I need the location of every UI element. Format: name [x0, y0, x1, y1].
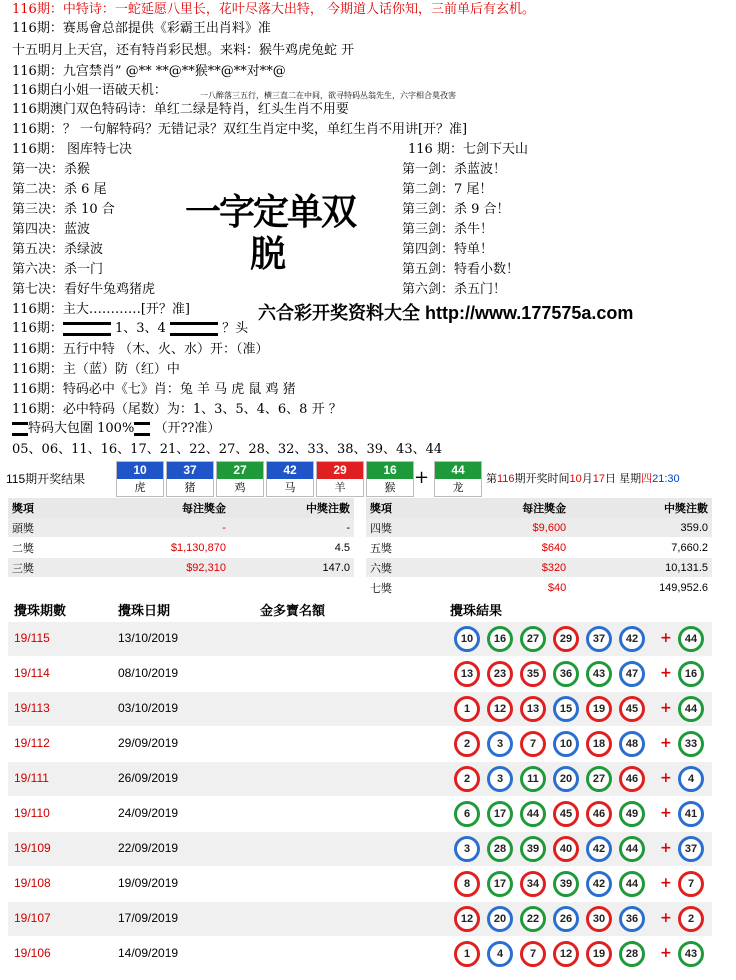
- draw-date: 22/09/2019: [118, 841, 179, 855]
- prize-amount: $9,600: [441, 518, 570, 538]
- plus-sign: +: [660, 805, 672, 821]
- prize-winners: -: [230, 518, 354, 538]
- draw-ball: 13: [454, 661, 480, 687]
- draw-ball: 6: [454, 801, 480, 827]
- draw-ball: 28: [487, 836, 513, 862]
- prize-name: 二獎: [8, 538, 80, 558]
- draw-ball: 23: [487, 661, 513, 687]
- draw-ball: 17: [487, 871, 513, 897]
- special-ball: 37: [678, 836, 704, 862]
- prize-winners: 7,660.2: [570, 538, 712, 558]
- draw-ball: 37: [586, 626, 612, 652]
- draw-ball: 1: [454, 696, 480, 722]
- draw-date: 26/09/2019: [118, 771, 179, 785]
- history-header-jackpot: 金多寶名額: [260, 603, 326, 618]
- forecast-line: 116期：主大…………[开？准]: [12, 302, 190, 317]
- draw-ball: 3: [487, 766, 513, 792]
- draw-ball: 30: [586, 906, 612, 932]
- result-zodiac: 鸡: [234, 481, 246, 494]
- result-ball-cell: [216, 461, 264, 497]
- next-draw-time: 21:30: [652, 473, 680, 485]
- special-ball: 41: [678, 801, 704, 827]
- month-unit: 月: [581, 473, 593, 485]
- result-number: 42: [267, 462, 313, 479]
- prize-header-cell: 每注獎金: [80, 498, 230, 518]
- prize-row: [366, 558, 712, 578]
- draw-period[interactable]: 19/108: [14, 876, 51, 890]
- draw-ball: 12: [487, 696, 513, 722]
- prize-name: 四獎: [366, 518, 441, 538]
- history-header-result: 攪珠結果: [450, 603, 503, 618]
- draw-ball: 10: [553, 731, 579, 757]
- draw-ball: 7: [520, 731, 546, 757]
- weekday-label: 日 星期: [605, 473, 642, 485]
- result-label: 115期开奖结果: [6, 472, 86, 486]
- sword-line: 第一剑：杀蓝波！: [402, 162, 507, 177]
- result-ball-cell: [316, 461, 364, 497]
- draw-ball: 12: [553, 941, 579, 967]
- calligraphy-subtitle: 脱: [250, 233, 285, 275]
- white-sister-verse: 一八醉落三五行，横三直二在中间，欲寻特码丛翁先生，六字相合莫孜害: [200, 91, 456, 100]
- forecast-line: 第六决：杀一门: [12, 262, 104, 277]
- head-forecast-line: [12, 319, 248, 338]
- history-row: [8, 762, 712, 796]
- plus-sign: +: [660, 735, 672, 751]
- draw-ball: 22: [520, 906, 546, 932]
- forecast-line: 116期白小姐一语破天机：: [12, 83, 167, 98]
- draw-ball: 1: [454, 941, 480, 967]
- history-row: [8, 657, 712, 691]
- draw-date: 08/10/2019: [118, 666, 179, 680]
- bag-line-text: 特码大包圍 100%: [28, 421, 135, 436]
- result-zodiac: 龙: [452, 481, 464, 494]
- draw-ball: 13: [520, 696, 546, 722]
- special-ball: 44: [678, 626, 704, 652]
- prize-name: 六獎: [366, 558, 441, 578]
- prize-winners: 147.0: [230, 558, 354, 578]
- history-row: [8, 692, 712, 726]
- history-header-period: 攪珠期數: [14, 603, 67, 618]
- draw-date: 29/09/2019: [118, 736, 179, 750]
- plus-sign: +: [414, 467, 430, 488]
- result-ball-cell: [434, 461, 482, 497]
- result-ball-cell: [166, 461, 214, 497]
- history-row: [8, 867, 712, 901]
- prize-amount: $92,310: [80, 558, 230, 578]
- next-draw-number: 116: [497, 473, 515, 485]
- draw-ball: 45: [553, 801, 579, 827]
- prize-amount: $40: [441, 578, 570, 598]
- forecast-line: 第四决：蓝波: [12, 222, 91, 237]
- prize-amount: $640: [441, 538, 570, 558]
- result-zodiac: 虎: [134, 481, 146, 494]
- sword-line: 第五剑：特看小数！: [402, 262, 520, 277]
- result-ball-cell: [266, 461, 314, 497]
- draw-period[interactable]: 19/113: [14, 701, 50, 715]
- draw-period[interactable]: 19/114: [14, 666, 50, 680]
- history-row: [8, 622, 712, 656]
- special-ball: 33: [678, 731, 704, 757]
- sword-line: 第六剑：杀五门！: [402, 282, 507, 297]
- prize-row: [8, 538, 354, 558]
- forecast-line: 116期：特码必中《七》肖：兔 羊 马 虎 鼠 鸡 猪: [12, 382, 296, 397]
- special-ball: 43: [678, 941, 704, 967]
- next-draw-month: 10: [569, 473, 582, 485]
- head-forecast-prefix: 116期：: [12, 321, 63, 336]
- prize-header-cell: 獎項: [8, 498, 80, 518]
- draw-ball: 47: [619, 661, 645, 687]
- head-forecast-tail: ？头: [222, 321, 249, 336]
- draw-ball: 7: [520, 941, 546, 967]
- plus-sign: +: [660, 945, 672, 961]
- forecast-line: 116期：主（蓝）防（红）中: [12, 362, 180, 377]
- sword-line: 第三剑：杀牛！: [402, 222, 494, 237]
- prize-table-right: [366, 498, 712, 598]
- result-zodiac: 猪: [184, 481, 196, 494]
- plus-sign: +: [660, 770, 672, 786]
- prize-winners: 149,952.6: [570, 578, 712, 598]
- draw-ball: 2: [454, 731, 480, 757]
- prize-header-cell: 每注獎金: [441, 498, 570, 518]
- draw-period[interactable]: 19/109: [14, 841, 51, 855]
- result-number: 44: [435, 462, 481, 479]
- result-number: 27: [217, 462, 263, 479]
- draw-ball: 35: [520, 661, 546, 687]
- forecast-line: 116期澳门双色特码诗：单红二绿是特肖，红头生肖不用要: [12, 102, 349, 117]
- forecast-line: 第五决：杀绿波: [12, 242, 104, 257]
- draw-ball: 40: [553, 836, 579, 862]
- result-number: 10: [117, 462, 163, 479]
- bar-glyph: [12, 422, 28, 436]
- draw-ball: 39: [520, 836, 546, 862]
- draw-ball: 44: [619, 836, 645, 862]
- forecast-line: 第七决：看好牛兔鸡猪虎: [12, 282, 156, 297]
- draw-ball: 4: [487, 941, 513, 967]
- forecast-line: 第三决：杀 10 合: [12, 202, 115, 217]
- result-ball-cell: [116, 461, 164, 497]
- plus-sign: +: [660, 875, 672, 891]
- special-ball: 4: [678, 766, 704, 792]
- forecast-line: 第一决：杀猴: [12, 162, 91, 177]
- forecast-line: 05、06、11、16、17、21、22、27、28、32、33、38、39、43、44: [12, 442, 443, 457]
- plus-sign: +: [660, 910, 672, 926]
- result-number: 29: [317, 462, 363, 479]
- draw-date: 19/09/2019: [118, 876, 179, 890]
- special-ball: 16: [678, 661, 704, 687]
- draw-ball: 19: [586, 941, 612, 967]
- draw-ball: 46: [619, 766, 645, 792]
- draw-ball: 39: [553, 871, 579, 897]
- draw-ball: 11: [520, 766, 546, 792]
- result-number: 16: [367, 462, 413, 479]
- forecast-line: 116期：？ 一句解特码？无错记录？双红生肖定中奖，单红生肖不用讲[开？准]: [12, 122, 468, 137]
- forecast-line: 十五明月上天宫，还有特肖彩民想。来料：猴牛鸡虎兔蛇 开: [12, 43, 355, 58]
- forecast-line: 116期：九宫禁肖” @** **@**猴**@**对**@: [12, 64, 286, 79]
- prize-header-cell: 獎項: [366, 498, 441, 518]
- result-zodiac: 羊: [334, 481, 346, 494]
- prize-row: [366, 578, 712, 598]
- prize-winners: 359.0: [570, 518, 712, 538]
- prize-amount: $320: [441, 558, 570, 578]
- calligraphy-title: 一字定单双: [185, 191, 356, 233]
- special-ball: 44: [678, 696, 704, 722]
- special-ball: 2: [678, 906, 704, 932]
- promo-link[interactable]: 六合彩开奖资料大全 http://www.177575a.com: [258, 303, 634, 323]
- bar-glyph: [79, 322, 95, 336]
- draw-date: 13/10/2019: [118, 631, 179, 645]
- draw-ball: 17: [487, 801, 513, 827]
- prize-row: [366, 518, 712, 538]
- sword-line: 116 期：七剑下天山: [408, 142, 528, 157]
- prize-header-cell: 中獎注數: [570, 498, 712, 518]
- next-draw-day: 17: [592, 473, 606, 485]
- draw-period[interactable]: 19/107: [14, 911, 51, 925]
- draw-date: 17/09/2019: [118, 911, 179, 925]
- prize-row: [8, 518, 354, 538]
- draw-ball: 44: [619, 871, 645, 897]
- draw-ball: 49: [619, 801, 645, 827]
- bag-line-tail: （开??准）: [154, 421, 221, 436]
- draw-ball: 18: [586, 731, 612, 757]
- draw-ball: 43: [586, 661, 612, 687]
- sword-line: 第四剑：特单！: [402, 242, 494, 257]
- draw-ball: 42: [586, 871, 612, 897]
- special-ball: 7: [678, 871, 704, 897]
- bar-glyph: [186, 322, 202, 336]
- plus-sign: +: [660, 700, 672, 716]
- plus-sign: +: [660, 630, 672, 646]
- forecast-line: 116期：中特诗：一蛇延愿八里长，花叶尽落大出特， 今期道人话你知，三前单后有玄机。: [12, 2, 535, 17]
- prize-amount: -: [80, 518, 230, 538]
- next-draw-label: 期开奖时间: [514, 473, 570, 485]
- draw-ball: 36: [553, 661, 579, 687]
- head-forecast-numbers: 1、3、4: [114, 321, 166, 336]
- result-zodiac: 猴: [384, 481, 396, 494]
- draw-ball: 16: [487, 626, 513, 652]
- history-row: [8, 937, 712, 971]
- bag-line: [12, 419, 220, 438]
- draw-date: 03/10/2019: [118, 701, 179, 715]
- draw-period[interactable]: 19/115: [14, 631, 50, 645]
- draw-ball: 27: [586, 766, 612, 792]
- draw-date: 24/09/2019: [118, 806, 179, 820]
- result-ball-cell: [366, 461, 414, 497]
- history-row: [8, 797, 712, 831]
- history-row: [8, 832, 712, 866]
- draw-ball: 36: [619, 906, 645, 932]
- prize-name: 七獎: [366, 578, 441, 598]
- prize-amount: $1,130,870: [80, 538, 230, 558]
- bar-glyph: [63, 322, 79, 336]
- bar-glyph: [170, 322, 186, 336]
- result-number: 37: [167, 462, 213, 479]
- draw-ball: 15: [553, 696, 579, 722]
- draw-ball: 26: [553, 906, 579, 932]
- draw-ball: 10: [454, 626, 480, 652]
- draw-ball: 20: [487, 906, 513, 932]
- draw-ball: 48: [619, 731, 645, 757]
- next-draw-weekday: 四: [641, 473, 653, 485]
- prize-name: 五獎: [366, 538, 441, 558]
- next-draw-info: [486, 470, 680, 486]
- sword-line: 第三剑：杀 9 合！: [402, 202, 510, 217]
- prize-row: [8, 558, 354, 578]
- bar-glyph: [202, 322, 218, 336]
- draw-ball: 3: [487, 731, 513, 757]
- sword-line: 第二剑：7 尾！: [402, 182, 493, 197]
- draw-ball: 27: [520, 626, 546, 652]
- history-row: [8, 727, 712, 761]
- forecast-line: 116期：必中特码（尾数）为：1、3、5、4、6、8 开 ？: [12, 402, 342, 417]
- result-zodiac: 马: [284, 481, 296, 494]
- plus-sign: +: [660, 665, 672, 681]
- plus-sign: +: [660, 840, 672, 856]
- prize-winners: 4.5: [230, 538, 354, 558]
- next-draw-prefix: 第: [486, 473, 497, 485]
- draw-ball: 29: [553, 626, 579, 652]
- draw-period[interactable]: 19/106: [14, 946, 51, 960]
- draw-date: 14/09/2019: [118, 946, 179, 960]
- history-row: [8, 902, 712, 936]
- draw-ball: 2: [454, 766, 480, 792]
- draw-period[interactable]: 19/110: [14, 806, 50, 820]
- prize-name: 頭獎: [8, 518, 80, 538]
- draw-ball: 42: [586, 836, 612, 862]
- draw-ball: 28: [619, 941, 645, 967]
- bar-glyph: [134, 422, 150, 436]
- draw-ball: 45: [619, 696, 645, 722]
- draw-ball: 44: [520, 801, 546, 827]
- bar-glyph: [95, 322, 111, 336]
- draw-ball: 20: [553, 766, 579, 792]
- prize-winners: 10,131.5: [570, 558, 712, 578]
- forecast-line: 116期：五行中特 （木、火、水）开：（准）: [12, 342, 269, 357]
- draw-ball: 3: [454, 836, 480, 862]
- draw-ball: 8: [454, 871, 480, 897]
- prize-name: 三獎: [8, 558, 80, 578]
- prize-header-cell: 中獎注數: [230, 498, 354, 518]
- prize-row: [366, 538, 712, 558]
- draw-ball: 34: [520, 871, 546, 897]
- history-header-date: 攪珠日期: [118, 603, 171, 618]
- draw-period[interactable]: 19/111: [14, 771, 49, 785]
- draw-period[interactable]: 19/112: [14, 736, 50, 750]
- forecast-line: 116期： 图库特七决: [12, 142, 132, 157]
- draw-ball: 12: [454, 906, 480, 932]
- forecast-line: 第二决：杀 6 尾: [12, 182, 107, 197]
- draw-ball: 46: [586, 801, 612, 827]
- draw-ball: 19: [586, 696, 612, 722]
- forecast-line: 116期：赛馬會总部提供《彩霸王出肖料》准: [12, 21, 271, 36]
- draw-ball: 42: [619, 626, 645, 652]
- prize-table-left: [8, 498, 354, 578]
